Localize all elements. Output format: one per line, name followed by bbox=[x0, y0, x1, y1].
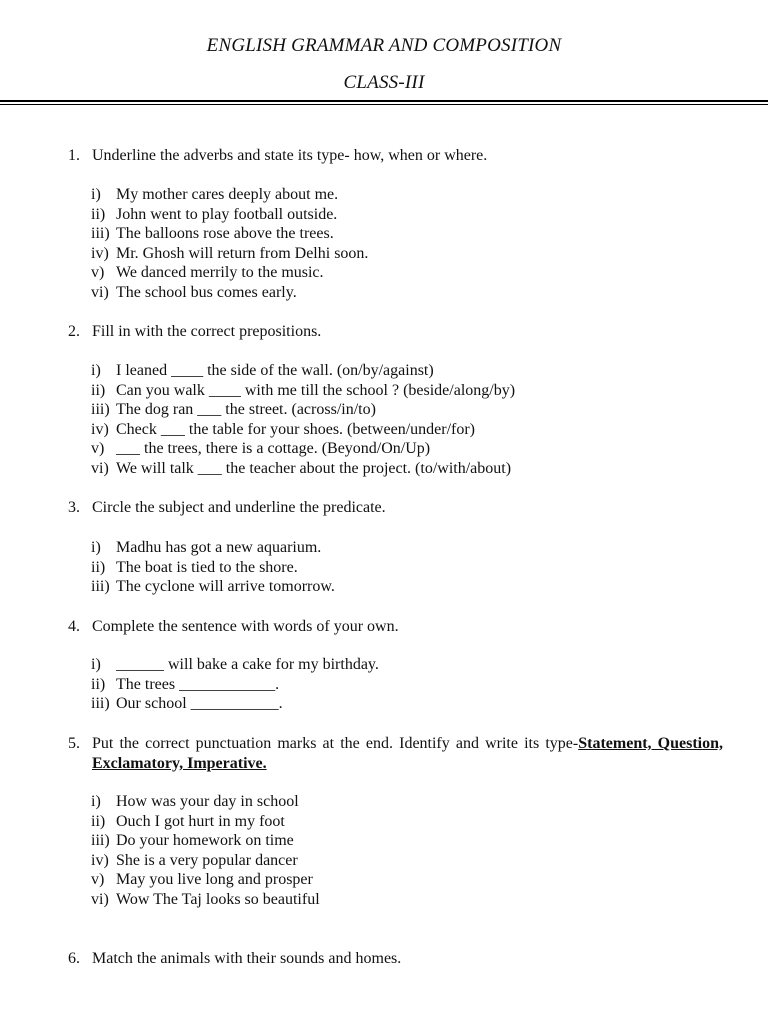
item-text: ______ will bake a cake for my birthday. bbox=[116, 656, 379, 673]
question-5-items bbox=[91, 792, 320, 910]
question-2-items bbox=[91, 361, 515, 479]
question-number: 3. bbox=[68, 499, 80, 516]
header-rule-thin bbox=[0, 104, 768, 105]
question-1-items bbox=[91, 185, 368, 303]
question-1-prompt bbox=[68, 146, 487, 166]
question-text: Underline the adverbs and state its type- how, when or where. bbox=[92, 147, 488, 164]
item-text: Our school ___________. bbox=[116, 695, 283, 713]
header-rule-thick bbox=[0, 100, 768, 102]
question-text: Complete the sentence with words of your own. bbox=[92, 618, 399, 635]
item-text: Ouch I got hurt in my foot bbox=[116, 812, 285, 830]
list-item bbox=[91, 831, 320, 851]
question-number: 5. bbox=[68, 735, 80, 752]
item-numeral: vi) bbox=[91, 459, 109, 477]
item-numeral: iv) bbox=[91, 420, 109, 438]
item-text: Do your homework on time bbox=[116, 832, 294, 850]
list-item bbox=[91, 400, 515, 420]
item-numeral: vi) bbox=[91, 283, 109, 301]
item-numeral: v) bbox=[91, 871, 105, 889]
item-text: We danced merrily to the music. bbox=[116, 264, 324, 282]
list-item bbox=[91, 890, 320, 910]
item-numeral: i) bbox=[91, 539, 101, 556]
item-numeral: ii) bbox=[91, 675, 106, 693]
list-item bbox=[91, 851, 320, 871]
item-text: Can you walk ____ with me till the school ? (beside/along/by) bbox=[116, 381, 516, 399]
question-number: 4. bbox=[68, 618, 80, 635]
item-text: The balloons rose above the trees. bbox=[116, 225, 334, 243]
list-item bbox=[91, 381, 515, 401]
item-text: The boat is tied to the shore. bbox=[116, 558, 298, 576]
item-numeral: i) bbox=[91, 362, 101, 379]
question-text: Match the animals with their sounds and homes. bbox=[92, 950, 402, 967]
question-text: Fill in with the correct prepositions. bbox=[92, 323, 322, 340]
item-numeral: iii) bbox=[91, 225, 110, 243]
list-item bbox=[91, 675, 379, 695]
list-item bbox=[91, 558, 335, 578]
item-numeral: ii) bbox=[91, 558, 106, 576]
list-item bbox=[91, 792, 320, 812]
item-numeral: i) bbox=[91, 793, 101, 810]
item-numeral: iii) bbox=[91, 832, 110, 850]
item-text: My mother cares deeply about me. bbox=[116, 186, 339, 203]
item-text: The school bus comes early. bbox=[116, 283, 297, 301]
item-text: The dog ran ___ the street. (across/in/to) bbox=[116, 401, 376, 419]
question-number: 2. bbox=[68, 323, 80, 340]
item-numeral: vi) bbox=[91, 890, 109, 908]
item-text: Madhu has got a new aquarium. bbox=[116, 539, 322, 556]
question-number: 6. bbox=[68, 950, 80, 967]
item-numeral: iii) bbox=[91, 695, 110, 713]
item-text: Check ___ the table for your shoes. (between/under/for) bbox=[116, 420, 475, 438]
question-number: 1. bbox=[68, 147, 80, 164]
question-text: Put the correct punctuation marks at the end. Identify and write its type- bbox=[92, 735, 579, 752]
list-item bbox=[91, 420, 515, 440]
item-numeral: iv) bbox=[91, 244, 109, 262]
list-item bbox=[91, 694, 379, 714]
item-numeral: v) bbox=[91, 264, 105, 282]
question-4-prompt bbox=[68, 617, 399, 637]
list-item bbox=[91, 655, 379, 675]
item-text: Mr. Ghosh will return from Delhi soon. bbox=[116, 244, 369, 262]
list-item bbox=[91, 263, 368, 283]
list-item bbox=[91, 439, 515, 459]
item-text: How was your day in school bbox=[116, 793, 299, 810]
list-item bbox=[91, 283, 368, 303]
item-text: The cyclone will arrive tomorrow. bbox=[116, 578, 335, 596]
item-text: John went to play football outside. bbox=[116, 205, 338, 223]
item-numeral: iii) bbox=[91, 401, 110, 419]
item-numeral: ii) bbox=[91, 381, 106, 399]
question-4-items bbox=[91, 655, 379, 714]
sentence-types: Statement, Question, Exclamatory, Imperative. bbox=[92, 735, 724, 772]
list-item bbox=[91, 185, 368, 205]
list-item bbox=[91, 361, 515, 381]
question-3-items bbox=[91, 538, 335, 597]
question-6-prompt bbox=[68, 949, 401, 969]
item-text: Wow The Taj looks so beautiful bbox=[116, 890, 320, 908]
list-item bbox=[91, 538, 335, 558]
item-text: I leaned ____ the side of the wall. (on/by/against) bbox=[116, 362, 434, 379]
list-item bbox=[91, 205, 368, 225]
item-numeral: ii) bbox=[91, 205, 106, 223]
item-text: She is a very popular dancer bbox=[116, 851, 298, 869]
question-2-prompt bbox=[68, 322, 321, 342]
item-numeral: i) bbox=[91, 186, 101, 203]
question-5-prompt bbox=[68, 734, 723, 774]
list-item bbox=[91, 812, 320, 832]
question-3-prompt bbox=[68, 498, 386, 518]
item-numeral: v) bbox=[91, 440, 105, 458]
item-text: We will talk ___ the teacher about the project. (to/with/about) bbox=[116, 459, 512, 477]
question-text-block bbox=[92, 734, 723, 774]
item-numeral: iv) bbox=[91, 851, 109, 869]
item-text: May you live long and prosper bbox=[116, 871, 313, 889]
item-numeral: iii) bbox=[91, 578, 110, 596]
item-numeral: i) bbox=[91, 656, 101, 673]
list-item bbox=[91, 459, 515, 479]
list-item bbox=[91, 244, 368, 264]
question-text: Circle the subject and underline the predicate. bbox=[92, 499, 386, 516]
item-text: The trees ____________. bbox=[116, 675, 280, 693]
list-item bbox=[91, 577, 335, 597]
item-text: ___ the trees, there is a cottage. (Beyond/On/Up) bbox=[116, 440, 431, 458]
list-item bbox=[91, 870, 320, 890]
document-title: ENGLISH GRAMMAR AND COMPOSITION bbox=[206, 35, 562, 56]
item-numeral: ii) bbox=[91, 812, 106, 830]
list-item bbox=[91, 224, 368, 244]
class-label: CLASS-III bbox=[343, 72, 425, 93]
